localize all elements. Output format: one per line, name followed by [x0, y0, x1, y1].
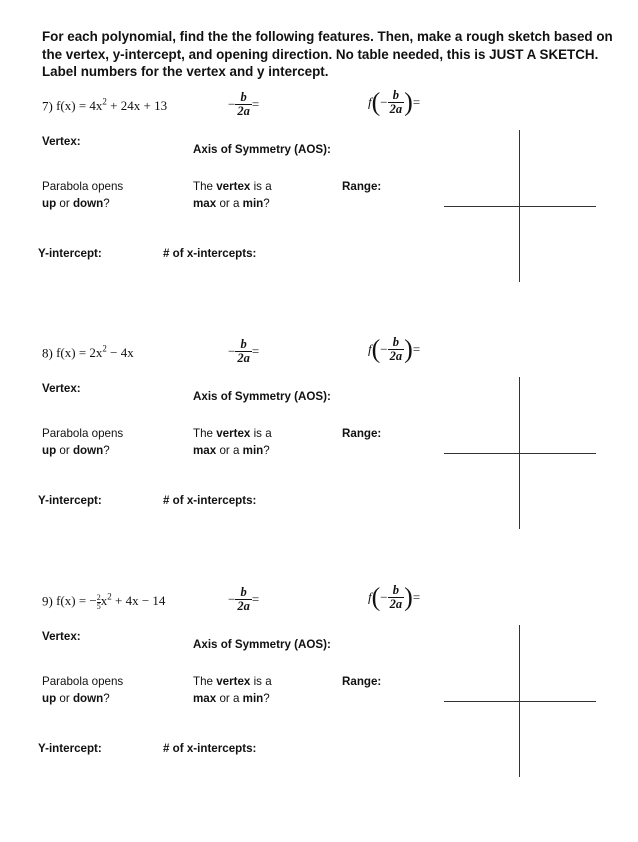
vertex-type-choice: max or a min? — [193, 444, 270, 457]
formula-f-of-neg-b-over-2a: f(− $\frac{b}{2a}$ )= — [368, 582, 421, 612]
opens-label: Parabola opens — [42, 427, 124, 440]
opens-choice: up or down? — [42, 197, 110, 210]
range-label: Range: — [342, 675, 382, 688]
problem-section-9 — [0, 582, 638, 842]
fraction-b-2a: $\frac{b}{2a}$ — [237, 585, 250, 613]
vertex-type-label: The vertex is a — [193, 675, 272, 688]
sketch-x-axis — [444, 701, 596, 702]
instructions-line-2: the vertex, y-intercept, and opening direction. No table needed, this is JUST A SKETCH. — [42, 46, 599, 62]
fraction-b-2a: $\frac{b}{2a}$ — [237, 90, 250, 118]
instructions-line-3: Label numbers for the vertex and y intercept. — [42, 64, 329, 79]
opens-choice: up or down? — [42, 444, 110, 457]
aos-label: Axis of Symmetry (AOS): — [193, 390, 331, 403]
y-intercept-label: Y-intercept: — [38, 247, 102, 260]
instructions — [42, 28, 612, 81]
problem-function: f(x) = − $\frac{2}{5}$ $x^2 + 4x - 14$ — [56, 592, 166, 611]
range-label: Range: — [342, 427, 382, 440]
problem-equation — [42, 344, 134, 361]
problem-function: $f(x) = 4x^2 + 24x + 13$ — [56, 97, 168, 114]
problem-section-8 — [0, 334, 638, 594]
formula-neg-b-over-2a: − $\frac{b}{2a}$ = — [228, 90, 260, 118]
problem-equation — [42, 592, 165, 611]
range-label: Range: — [342, 180, 382, 193]
problem-number: 9) — [42, 593, 53, 609]
aos-label: Axis of Symmetry (AOS): — [193, 143, 331, 156]
fraction-b-2a: $\frac{b}{2a}$ — [389, 88, 403, 116]
vertex-label: Vertex: — [42, 630, 81, 643]
y-intercept-label: Y-intercept: — [38, 742, 102, 755]
formula-neg-b-over-2a: − $\frac{b}{2a}$ = — [228, 585, 260, 613]
fraction-b-2a: $\frac{b}{2a}$ — [389, 583, 403, 611]
vertex-label: Vertex: — [42, 382, 81, 395]
x-intercepts-label: # of x-intercepts: — [163, 494, 257, 507]
x-intercepts-label: # of x-intercepts: — [163, 247, 257, 260]
sketch-x-axis — [444, 453, 596, 454]
problem-number: 8) — [42, 345, 53, 361]
formula-neg-b-over-2a: − $\frac{b}{2a}$ = — [228, 337, 260, 365]
fraction-b-2a: $\frac{b}{2a}$ — [389, 335, 403, 363]
formula-f-of-neg-b-over-2a: f(− $\frac{b}{2a}$ )= — [368, 334, 421, 364]
vertex-type-choice: max or a min? — [193, 197, 270, 210]
problem-equation — [42, 97, 167, 114]
opens-choice: up or down? — [42, 692, 110, 705]
problem-number: 7) — [42, 98, 53, 114]
sketch-x-axis — [444, 206, 596, 207]
formula-f-of-neg-b-over-2a: f(− $\frac{b}{2a}$ )= — [368, 87, 421, 117]
vertex-type-label: The vertex is a — [193, 427, 272, 440]
vertex-type-choice: max or a min? — [193, 692, 270, 705]
problem-function: $f(x) = 2x^2 - 4x$ — [56, 344, 134, 361]
fraction-b-2a: $\frac{b}{2a}$ — [237, 337, 250, 365]
coefficient-fraction: $\frac{2}{5}$ — [96, 592, 101, 611]
problem-section-7 — [0, 87, 638, 347]
instructions-line-1: For each polynomial, find the the following features. Then, make a rough sketch based on — [42, 29, 613, 44]
vertex-type-label: The vertex is a — [193, 180, 272, 193]
opens-label: Parabola opens — [42, 180, 124, 193]
y-intercept-label: Y-intercept: — [38, 494, 102, 507]
opens-label: Parabola opens — [42, 675, 124, 688]
vertex-label: Vertex: — [42, 135, 81, 148]
aos-label: Axis of Symmetry (AOS): — [193, 638, 331, 651]
x-intercepts-label: # of x-intercepts: — [163, 742, 257, 755]
